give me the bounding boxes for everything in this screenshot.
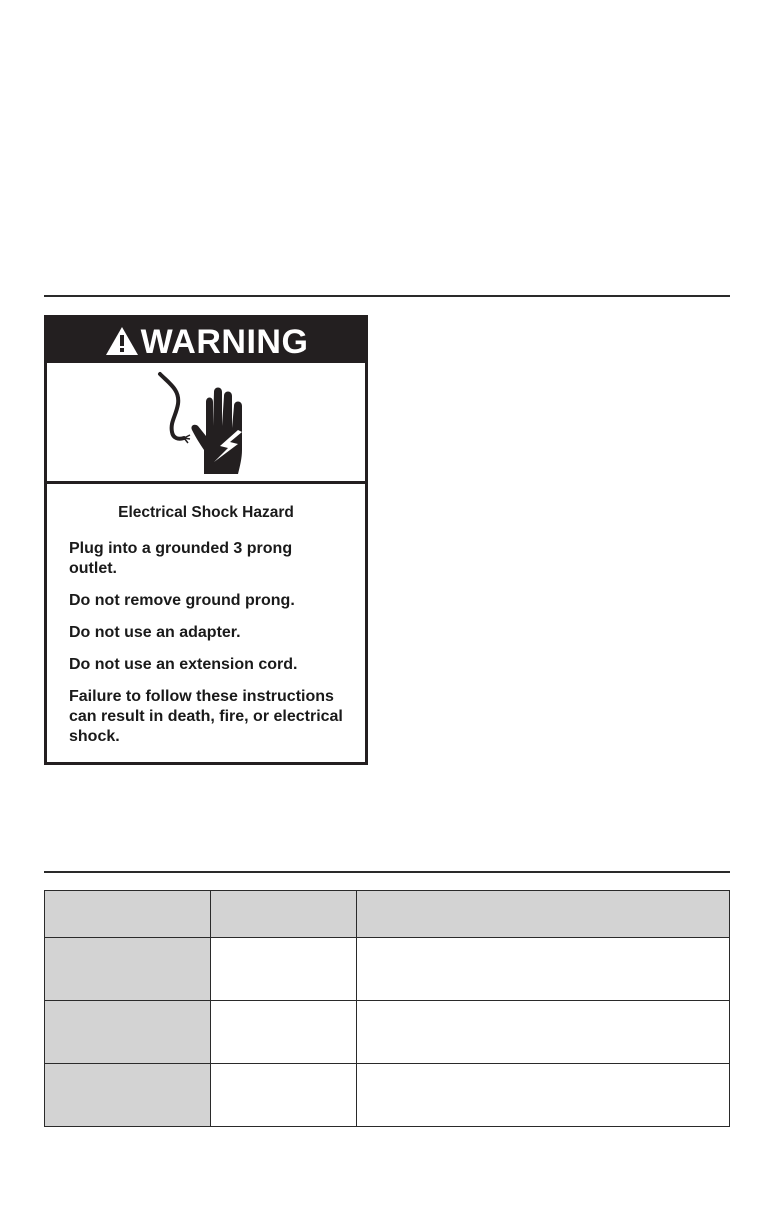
warning-line-1: Plug into a grounded 3 prong outlet.	[69, 540, 293, 577]
warning-line-3: Do not use an adapter.	[69, 624, 241, 641]
hazard-title: Electrical Shock Hazard	[118, 504, 294, 521]
signal-word: WARNING	[140, 322, 309, 361]
electrical-shock-hand-icon	[146, 366, 266, 478]
table-header-row	[45, 891, 730, 938]
table-cell	[45, 938, 211, 1001]
table-header-cell	[45, 891, 211, 938]
section-divider-top	[44, 295, 730, 297]
spec-table	[44, 890, 730, 1127]
table-header-cell	[211, 891, 357, 938]
table-row	[45, 938, 730, 1001]
alert-triangle-icon	[104, 325, 140, 357]
warning-body	[47, 484, 365, 747]
table-header-cell	[357, 891, 730, 938]
table-cell	[357, 938, 730, 1001]
warning-line-4: Do not use an extension cord.	[69, 656, 298, 673]
warning-header	[47, 318, 365, 363]
table-cell	[45, 1064, 211, 1127]
table-cell	[211, 1064, 357, 1127]
warning-label	[44, 315, 368, 765]
table-row	[45, 1001, 730, 1064]
table-cell	[211, 938, 357, 1001]
table-cell	[211, 1001, 357, 1064]
table-cell	[357, 1001, 730, 1064]
table-row	[45, 1064, 730, 1127]
warning-line-5: Failure to follow these instructions can result in death, fire, or electrical shock.	[69, 688, 343, 745]
section-divider-bottom	[44, 871, 730, 873]
table-cell	[357, 1064, 730, 1127]
table-cell	[45, 1001, 211, 1064]
pictogram-area	[47, 363, 365, 484]
warning-line-2: Do not remove ground prong.	[69, 592, 295, 609]
